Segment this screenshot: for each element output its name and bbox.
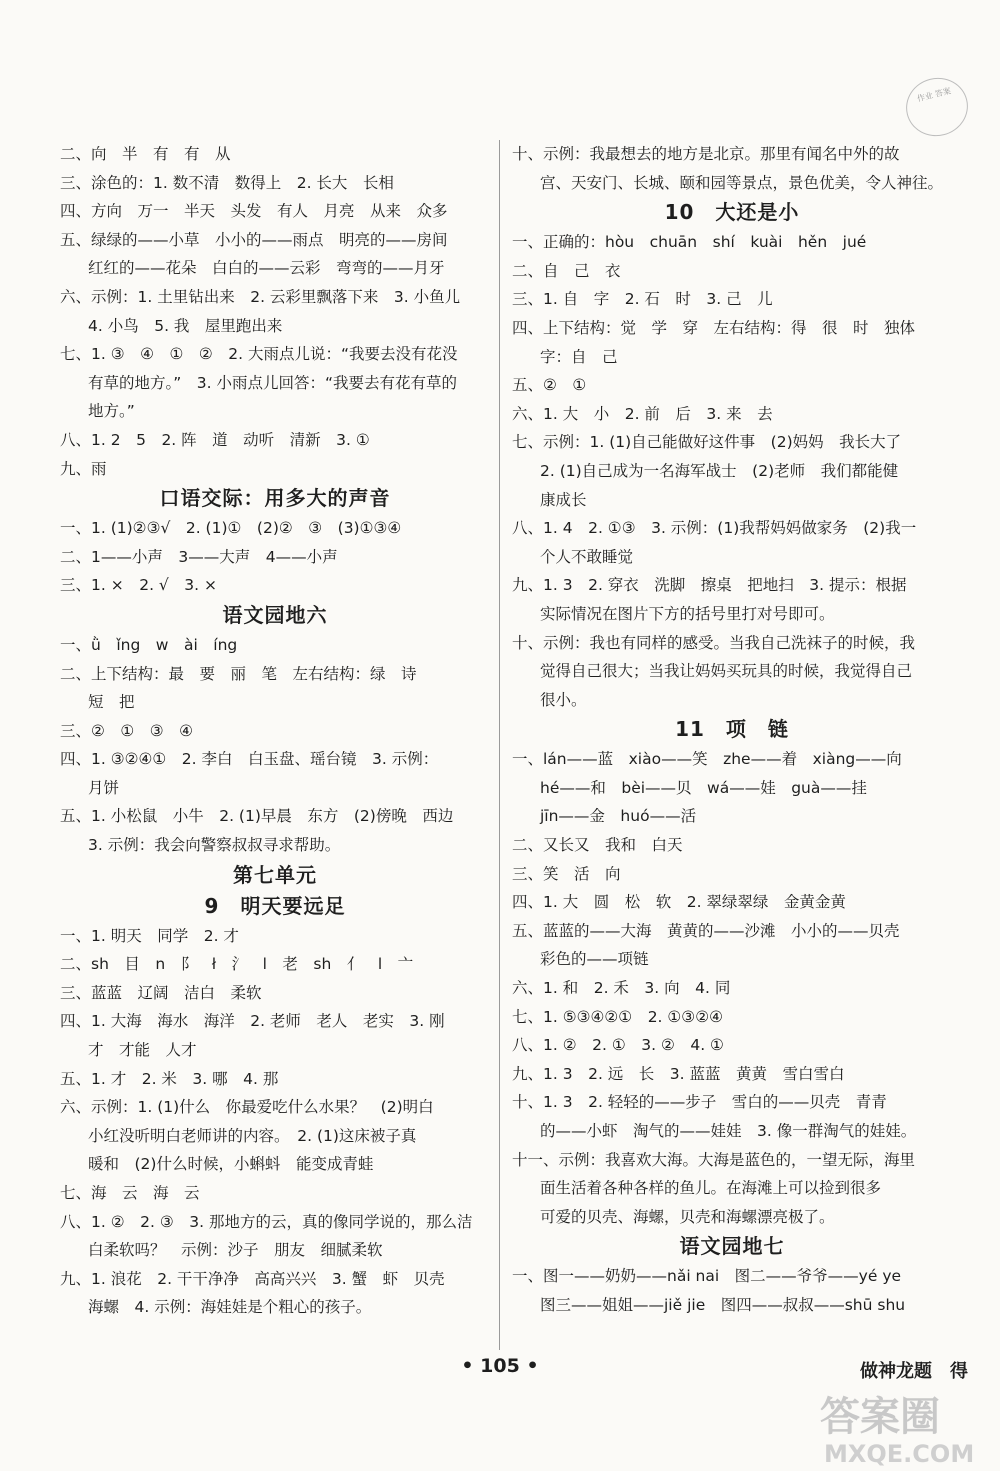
answer-line-continued: 彩色的——项链	[540, 950, 649, 969]
answer-line-continued: 可爱的贝壳、海螺，贝壳和海螺漂亮极了。	[540, 1207, 835, 1226]
section-heading: 11 项 链	[675, 717, 789, 742]
answer-line-continued: 很小。	[540, 690, 587, 709]
answer-line: 四、1. 大 圆 松 软 2. 翠绿翠绿 金黄金黄	[512, 893, 846, 912]
answer-line: 五、② ①	[512, 376, 587, 395]
section-heading: 口语交际：用多大的声音	[159, 486, 391, 511]
answer-line: 三、涂色的：1. 数不清 数得上 2. 长大 长相	[60, 173, 394, 192]
answer-line-continued: 的——小虾 淘气的——娃娃 3. 像一群淘气的娃娃。	[540, 1122, 917, 1140]
watermark-logo-text: 答案圈	[820, 1394, 940, 1440]
answer-line-continued: 红红的——花朵 白白的——云彩 弯弯的——月牙	[88, 259, 445, 278]
watermark-url-text: MXQE.COM	[824, 1440, 975, 1468]
answer-line-continued: 暖和 (2)什么时候，小蝌蚪 能变成青蛙	[88, 1155, 374, 1174]
answer-line: 十、示例：我最想去的地方是北京。那里有闻名中外的故	[512, 145, 900, 163]
watermark-logo	[810, 1380, 1000, 1471]
answer-line: 六、示例：1. (1)什么 你最爱吃什么水果？ (2)明白	[60, 1098, 434, 1117]
answer-line: 八、1. ② 2. ③ 3. 那地方的云，真的像同学说的，那么洁	[60, 1212, 473, 1231]
answer-line-continued: 图三——姐姐——jiě jie 图四——叔叔——shū shu	[540, 1295, 906, 1314]
answer-line: 九、雨	[60, 459, 107, 478]
answer-line-continued: 2. (1)自己成为一名海军战士 (2)老师 我们都能健	[540, 461, 899, 480]
section-heading: 10 大还是小	[664, 200, 800, 225]
section-heading: 语文园地六	[222, 602, 328, 627]
answer-line-continued: 白柔软吗？ 示例：沙子 朋友 细腻柔软	[88, 1241, 383, 1260]
answer-line-continued: jīn——金 huó——活	[540, 807, 697, 826]
answer-line-continued: 4. 小鸟 5. 我 屋里跑出来	[88, 316, 283, 335]
answer-line-continued: 小红没听明白老师讲的内容。 2. (1)这床被子真	[88, 1126, 417, 1145]
answer-line: 十、示例：我也有同样的感受。当我自己洗袜子的时候，我	[512, 633, 916, 652]
column-divider	[499, 140, 500, 1350]
answer-line: 四、上下结构：觉 学 穿 左右结构：得 很 时 独体	[512, 318, 916, 337]
answer-line-continued: 有草的地方。” 3. 小雨点儿回答：“我要去有花有草的	[88, 373, 458, 392]
answer-line: 二、上下结构：最 要 丽 笔 左右结构：绿 诗	[60, 664, 417, 683]
answer-line: 二、1——小声 3——大声 4——小声	[60, 547, 338, 566]
answer-line-continued: 实际情况在图片下方的括号里打对号即可。	[540, 604, 835, 623]
answer-line: 二、向 半 有 有 从	[60, 145, 231, 163]
answer-line: 十、1. 3 2. 轻轻的——步子 雪白的——贝壳 青青	[512, 1093, 887, 1112]
answer-line-continued: 海螺 4. 示例：海娃娃是个粗心的孩子。	[88, 1298, 372, 1317]
answer-line-continued: 面生活着各种各样的鱼儿。在海滩上可以捡到很多	[540, 1179, 882, 1198]
answer-line: 七、1. ⑤③④②① 2. ①③②④	[512, 1007, 723, 1026]
answer-line: 二、自 己 衣	[512, 261, 621, 280]
answer-stamp	[900, 71, 974, 142]
answer-line: 六、1. 和 2. 禾 3. 向 4. 同	[512, 979, 731, 998]
stamp-text: 作业 答案	[916, 86, 952, 104]
answer-line-continued: 短 把	[88, 693, 135, 712]
answer-line-continued: 字：自 己	[540, 347, 618, 366]
answer-line: 二、又长又 我和 白天	[512, 836, 683, 855]
answer-line: 九、1. 3 2. 远 长 3. 蓝蓝 黄黄 雪白雪白	[512, 1064, 845, 1083]
right-column	[512, 140, 952, 1320]
answer-line: 七、1. ③ ④ ① ② 2. 大雨点儿说：“我要去没有花没	[60, 345, 458, 364]
section-heading: 9 明天要远足	[204, 893, 346, 918]
answer-line: 三、② ① ③ ④	[60, 721, 194, 740]
answer-line-continued: 个人不敢睡觉	[540, 547, 634, 566]
section-heading: 语文园地七	[679, 1234, 785, 1259]
page-number: • 105 •	[461, 1355, 539, 1377]
answer-line: 四、1. ③②④① 2. 李白 白玉盘、瑶台镜 3. 示例：	[60, 750, 439, 769]
answer-line: 五、1. 才 2. 米 3. 哪 4. 那	[60, 1069, 279, 1088]
answer-line-continued: 3. 示例：我会向警察叔叔寻求帮助。	[88, 836, 341, 855]
answer-line: 五、蓝蓝的——大海 黄黄的——沙滩 小小的——贝壳	[512, 921, 900, 940]
brand-footer: 做神龙题 得	[860, 1361, 968, 1382]
answer-line-continued: hé——和 bèi——贝 wá——娃 guà——挂	[540, 778, 867, 797]
answer-line: 八、1. 4 2. ①③ 3. 示例：(1)我帮妈妈做家务 (2)我一	[512, 519, 917, 538]
answer-line: 三、1. × 2. √ 3. ×	[60, 576, 217, 595]
answer-line-continued: 地方。”	[88, 402, 135, 421]
answer-line: 五、1. 小松鼠 小牛 2. (1)早晨 东方 (2)傍晚 西边	[60, 807, 454, 826]
answer-line: 十一、示例：我喜欢大海。大海是蓝色的，一望无际，海里	[512, 1150, 916, 1169]
answer-line: 一、1. 明天 同学 2. 才	[60, 926, 239, 945]
answer-line: 八、1. 2 5 2. 阵 道 动听 清新 3. ①	[60, 430, 370, 449]
section-heading: 第七单元	[233, 862, 317, 887]
answer-line: 九、1. 3 2. 穿衣 洗脚 擦桌 把地扫 3. 提示：根据	[512, 576, 907, 595]
answer-line: 三、笑 活 向	[512, 864, 621, 883]
answer-line: 八、1. ② 2. ① 3. ② 4. ①	[512, 1036, 724, 1055]
answer-line: 三、1. 自 字 2. 石 时 3. 己 儿	[512, 290, 773, 309]
answer-line: 一、图一——奶奶——nǎi nai 图二——爷爷——yé ye	[512, 1267, 902, 1286]
answer-line-continued: 才 才能 人才	[88, 1041, 197, 1060]
answer-line-continued: 宫、天安门、长城、颐和园等景点，景色优美，令人神往。	[540, 173, 944, 192]
left-column	[60, 140, 490, 1322]
answer-line: 六、1. 大 小 2. 前 后 3. 来 去	[512, 404, 773, 423]
answer-line: 二、sh 目 n 阝 ł 氵 l 老 sh 亻 l 亠	[60, 955, 414, 974]
answer-line: 七、海 云 海 云	[60, 1184, 200, 1202]
answer-line: 七、示例：1. (1)自己能做好这件事 (2)妈妈 我长大了	[512, 433, 902, 452]
answer-line-continued: 康成长	[540, 490, 587, 509]
answer-line: 六、示例：1. 土里钻出来 2. 云彩里飘落下来 3. 小鱼儿	[60, 287, 461, 306]
answer-line: 九、1. 浪花 2. 干干净净 高高兴兴 3. 蟹 虾 贝壳	[60, 1269, 445, 1288]
answer-line-continued: 觉得自己很大；当我让妈妈买玩具的时候，我觉得自己	[540, 662, 913, 681]
answer-line-continued: 月饼	[88, 778, 120, 797]
answer-line: 一、lán——蓝 xiào——笑 zhe——着 xiàng——向	[512, 750, 902, 769]
answer-line: 一、ǜ ǐng w ài íng	[60, 635, 238, 654]
answer-line: 四、1. 大海 海水 海洋 2. 老师 老人 老实 3. 刚	[60, 1012, 445, 1031]
answer-line: 一、正确的：hòu chuān shí kuài hěn jué	[512, 233, 867, 252]
answer-line: 一、1. (1)②③√ 2. (1)① (2)② ③ (3)①③④	[60, 519, 402, 538]
answer-line: 四、方向 万一 半天 头发 有人 月亮 从来 众多	[60, 202, 448, 221]
answer-line: 三、蓝蓝 辽阔 洁白 柔软	[60, 983, 262, 1002]
answer-line: 五、绿绿的——小草 小小的——雨点 明亮的——房间	[60, 230, 448, 249]
